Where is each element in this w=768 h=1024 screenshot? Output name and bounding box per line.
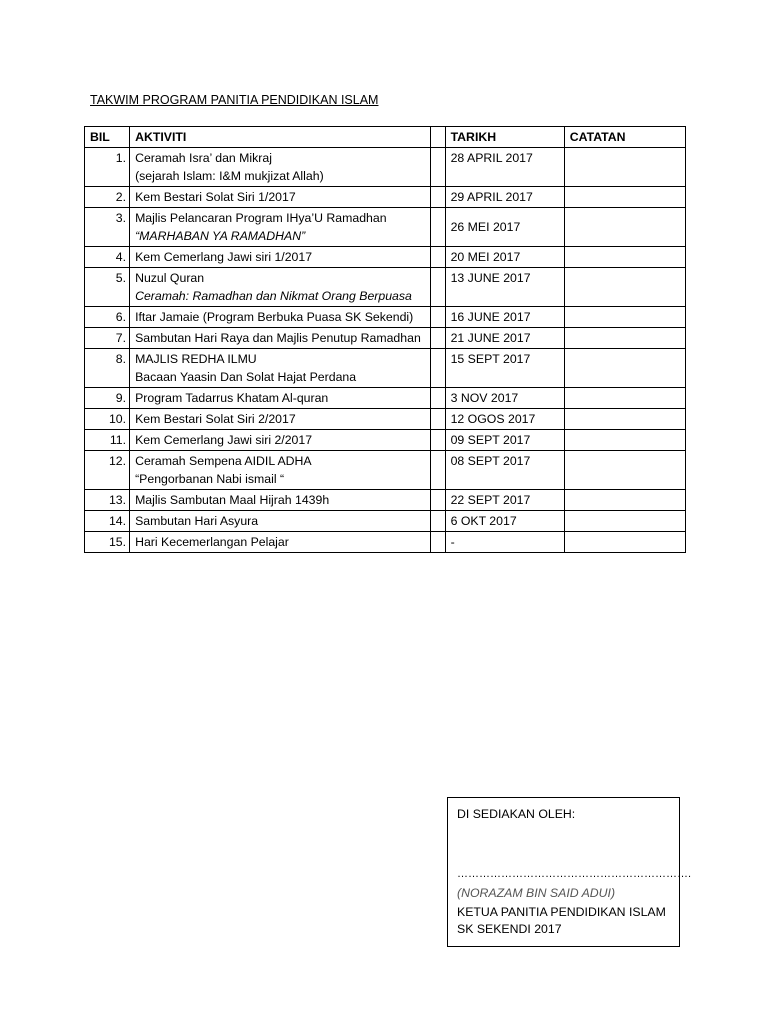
table-row [85, 388, 686, 409]
note-cell [564, 247, 685, 268]
activity-subtitle: Ceramah: Ramadhan dan Nikmat Orang Berpuasa [135, 289, 412, 303]
activity-title: Iftar Jamaie (Program Berbuka Puasa SK Sekendi) [135, 310, 414, 324]
spacer-cell [430, 451, 445, 490]
row-number: 3. [85, 208, 130, 247]
activity-cell [130, 490, 431, 511]
activity-title: MAJLIS REDHA ILMU [135, 352, 257, 366]
note-cell [564, 490, 685, 511]
note-cell [564, 409, 685, 430]
date-cell: 12 OGOS 2017 [445, 409, 564, 430]
table-row [85, 490, 686, 511]
table-row [85, 328, 686, 349]
note-cell [564, 208, 685, 247]
table-row [85, 349, 686, 388]
table-row [85, 430, 686, 451]
date-cell: 3 NOV 2017 [445, 388, 564, 409]
program-table [84, 126, 686, 553]
activity-cell [130, 208, 431, 247]
note-cell [564, 148, 685, 187]
date-cell: 29 APRIL 2017 [445, 187, 564, 208]
row-number: 1. [85, 148, 130, 187]
row-number: 6. [85, 307, 130, 328]
spacer-cell [430, 328, 445, 349]
spacer-cell [430, 409, 445, 430]
spacer-cell [430, 349, 445, 388]
signatory-school: SK SEKENDI 2017 [457, 922, 562, 936]
header-catatan: CATATAN [564, 127, 685, 148]
spacer-cell [430, 532, 445, 553]
activity-cell [130, 247, 431, 268]
row-number: 10. [85, 409, 130, 430]
table-row [85, 247, 686, 268]
date-cell: 6 OKT 2017 [445, 511, 564, 532]
note-cell [564, 511, 685, 532]
activity-cell [130, 148, 431, 187]
date-cell: 28 APRIL 2017 [445, 148, 564, 187]
header-tarikh: TARIKH [445, 127, 564, 148]
row-number: 4. [85, 247, 130, 268]
row-number: 13. [85, 490, 130, 511]
date-cell: 22 SEPT 2017 [445, 490, 564, 511]
spacer-cell [430, 430, 445, 451]
table-row [85, 511, 686, 532]
row-number: 12. [85, 451, 130, 490]
activity-cell [130, 451, 431, 490]
activity-title: Kem Bestari Solat Siri 2/2017 [135, 412, 296, 426]
spacer-cell [430, 490, 445, 511]
spacer-cell [430, 247, 445, 268]
activity-subtitle: “MARHABAN YA RAMADHAN” [135, 229, 306, 243]
prepared-by-label: DI SEDIAKAN OLEH: [457, 807, 576, 821]
signatory-name: (NORAZAM BIN SAID ADUI) [457, 886, 616, 900]
activity-cell [130, 430, 431, 451]
spacer-cell [430, 307, 445, 328]
table-row [85, 187, 686, 208]
activity-cell [130, 349, 431, 388]
row-number: 2. [85, 187, 130, 208]
activity-cell [130, 187, 431, 208]
activity-subtitle: Bacaan Yaasin Dan Solat Hajat Perdana [135, 370, 357, 384]
spacer-cell [430, 208, 445, 247]
activity-title: Majlis Sambutan Maal Hijrah 1439h [135, 493, 330, 507]
note-cell [564, 268, 685, 307]
signature-box [447, 797, 692, 947]
activity-subtitle: (sejarah Islam: I&M mukjizat Allah) [135, 169, 324, 183]
activity-title: Majlis Pelancaran Program IHya’U Ramadhan [135, 211, 387, 225]
activity-title: Program Tadarrus Khatam Al-quran [135, 391, 329, 405]
note-cell [564, 388, 685, 409]
date-cell: 13 JUNE 2017 [445, 268, 564, 307]
activity-title: Kem Cemerlang Jawi siri 2/2017 [135, 433, 313, 447]
date-cell: 20 MEI 2017 [445, 247, 564, 268]
date-cell: 09 SEPT 2017 [445, 430, 564, 451]
table-row [85, 307, 686, 328]
row-number: 8. [85, 349, 130, 388]
note-cell [564, 451, 685, 490]
activity-cell [130, 532, 431, 553]
document-title: TAKWIM PROGRAM PANITIA PENDIDIKAN ISLAM [90, 93, 379, 107]
activity-title: Kem Bestari Solat Siri 1/2017 [135, 190, 296, 204]
table-row [85, 148, 686, 187]
date-cell: 16 JUNE 2017 [445, 307, 564, 328]
header-aktiviti: AKTIVITI [130, 127, 431, 148]
activity-subtitle: “Pengorbanan Nabi ismail “ [135, 472, 285, 486]
activity-title: Hari Kecemerlangan Pelajar [135, 535, 289, 549]
table-row [85, 208, 686, 247]
spacer-cell [430, 511, 445, 532]
header-gap [430, 127, 445, 148]
note-cell [564, 328, 685, 349]
spacer-cell [430, 268, 445, 307]
date-cell: - [445, 532, 564, 553]
note-cell [564, 187, 685, 208]
table-row [85, 532, 686, 553]
note-cell [564, 532, 685, 553]
table-header-row [85, 127, 686, 148]
activity-cell [130, 268, 431, 307]
activity-cell [130, 511, 431, 532]
activity-title: Ceramah Sempena AIDIL ADHA [135, 454, 312, 468]
note-cell [564, 430, 685, 451]
header-bil: BIL [85, 127, 130, 148]
activity-title: Kem Cemerlang Jawi siri 1/2017 [135, 250, 313, 264]
activity-cell [130, 388, 431, 409]
note-cell [564, 349, 685, 388]
table-row [85, 409, 686, 430]
row-number: 15. [85, 532, 130, 553]
spacer-cell [430, 187, 445, 208]
date-cell: 26 MEI 2017 [445, 208, 564, 247]
row-number: 7. [85, 328, 130, 349]
activity-title: Sambutan Hari Asyura [135, 514, 259, 528]
signature-line: ………………………………………………………. [457, 868, 692, 880]
note-cell [564, 307, 685, 328]
signatory-role: KETUA PANITIA PENDIDIKAN ISLAM [457, 905, 666, 919]
row-number: 5. [85, 268, 130, 307]
row-number: 9. [85, 388, 130, 409]
table-row [85, 451, 686, 490]
row-number: 11. [85, 430, 130, 451]
spacer-cell [430, 388, 445, 409]
date-cell: 08 SEPT 2017 [445, 451, 564, 490]
table-row [85, 268, 686, 307]
activity-title: Sambutan Hari Raya dan Majlis Penutup Ramadhan [135, 331, 421, 345]
row-number: 14. [85, 511, 130, 532]
activity-cell [130, 328, 431, 349]
activity-title: Ceramah Isra’ dan Mikraj [135, 151, 272, 165]
activity-cell [130, 409, 431, 430]
date-cell: 15 SEPT 2017 [445, 349, 564, 388]
spacer-cell [430, 148, 445, 187]
activity-title: Nuzul Quran [135, 271, 205, 285]
date-cell: 21 JUNE 2017 [445, 328, 564, 349]
activity-cell [130, 307, 431, 328]
